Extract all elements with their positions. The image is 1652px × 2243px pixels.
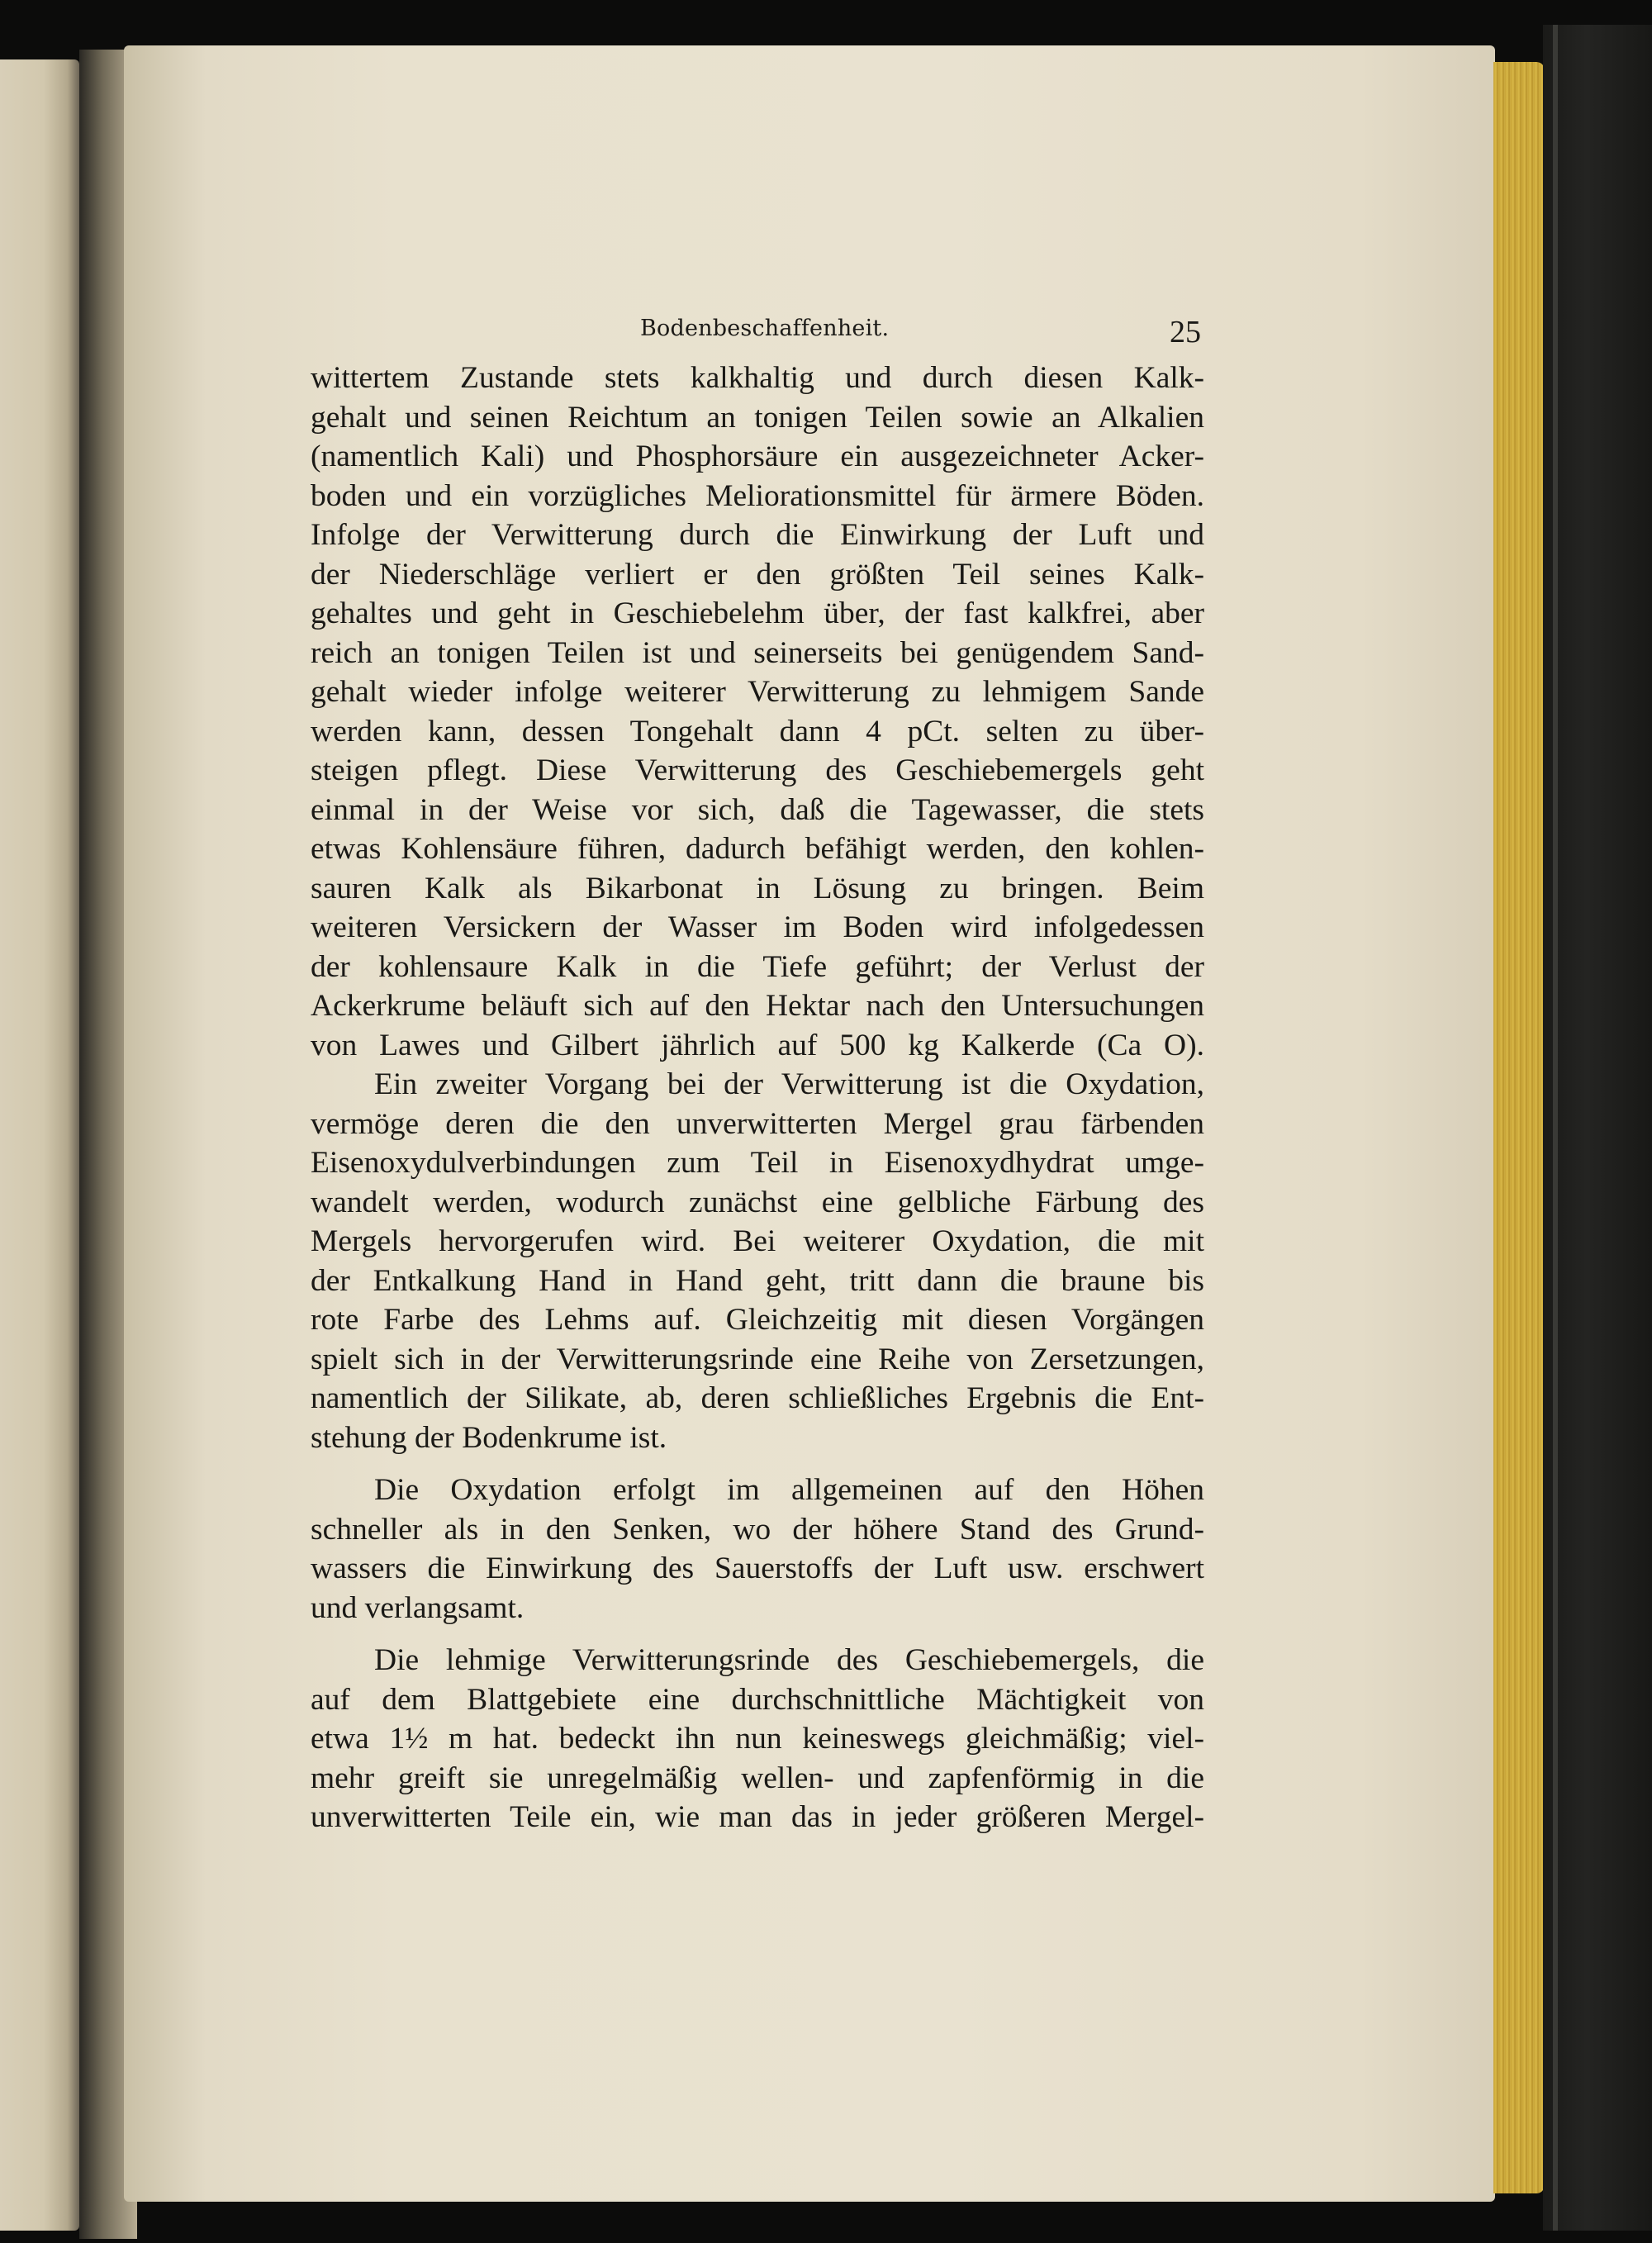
text-line: sauren Kalk als Bikarbonat in Lösung zu bringen. Beim <box>311 871 1204 905</box>
text-line: vermöge deren die den unverwitterten Mergel grau färbenden <box>311 1106 1204 1141</box>
text-line: stehung der Bodenkrume ist. <box>311 1420 667 1455</box>
text-line: wassers die Einwirkung des Sauerstoffs der Luft usw. erschwert <box>311 1552 1204 1585</box>
text-line: gehaltes und geht in Geschiebelehm über, der fast kalkfrei, aber <box>311 596 1204 630</box>
text-line: der kohlensaure Kalk in die Tiefe geführt; der Verlust der <box>311 949 1204 984</box>
body-text <box>311 359 1204 1837</box>
text-line: Die Oxydation erfolgt im allgemeinen auf den Höhen <box>374 1473 1204 1507</box>
text-line: von Lawes und Gilbert jährlich auf 500 kg Kalkerde (Ca O). <box>311 1028 1204 1062</box>
text-line: (namentlich Kali) und Phosphorsäure ein ausgezeichneter Acker- <box>311 440 1204 473</box>
text-line: steigen pflegt. Diese Verwitterung des Geschiebemergels geht <box>311 753 1204 787</box>
text-line: spielt sich in der Verwitterungsrinde eine Reihe von Zersetzungen, <box>311 1342 1204 1376</box>
text-line: Mergels hervorgerufen wird. Bei weiterer Oxydation, die mit <box>311 1224 1204 1258</box>
text-line: etwa 1½ m hat. bedeckt ihn nun keineswegs gleichmäßig; viel- <box>311 1722 1204 1756</box>
text-line: namentlich der Silikate, ab, deren schließliches Ergebnis die Ent- <box>311 1381 1204 1415</box>
text-line: gehalt wieder infolge weiterer Verwitterung zu lehmigem Sande <box>311 675 1204 709</box>
text-line: rote Farbe des Lehms auf. Gleichzeitig mit diesen Vorgängen <box>311 1303 1204 1337</box>
text-line: der Entkalkung Hand in Hand geht, tritt dann die braune bis <box>311 1263 1204 1298</box>
text-line: wittertem Zustande stets kalkhaltig und durch diesen Kalk- <box>311 361 1204 395</box>
text-line: wandelt werden, wodurch zunächst eine gelbliche Färbung des <box>311 1185 1204 1219</box>
text-line: Ackerkrume beläuft sich auf den Hektar nach den Untersuchungen <box>311 989 1204 1023</box>
text-line: etwas Kohlensäure führen, dadurch befähigt werden, den kohlen- <box>311 832 1204 866</box>
page-number: 25 <box>1170 315 1201 349</box>
text-line: und verlangsamt. <box>311 1590 525 1625</box>
text-line: boden und ein vorzügliches Meliorationsmittel für ärmere Böden. <box>311 478 1204 513</box>
text-line: der Niederschläge verliert er den größten Teil seines Kalk- <box>311 557 1204 592</box>
text-line: weiteren Versickern der Wasser im Boden wird infolgedessen <box>311 910 1204 944</box>
text-line: Infolge der Verwitterung durch die Einwirkung der Luft und <box>311 518 1204 552</box>
text-line: werden kann, dessen Tongehalt dann 4 pCt. selten zu über- <box>311 714 1204 748</box>
text-line: Eisenoxydulverbindungen zum Teil in Eisenoxydhydrat umge- <box>311 1146 1204 1180</box>
text-line: gehalt und seinen Reichtum an tonigen Teilen sowie an Alkalien <box>311 400 1204 435</box>
book-cover-edge <box>1553 25 1558 2231</box>
facing-page-edge <box>0 59 79 2231</box>
text-line: unverwitterten Teile ein, wie man das in jeder größeren Mergel- <box>311 1800 1204 1834</box>
running-head: Bodenbeschaffenheit. <box>640 316 890 341</box>
book-cover-board <box>1543 25 1652 2231</box>
page-edges-gilt <box>1493 62 1545 2193</box>
text-line: Die lehmige Verwitterungsrinde des Geschiebemergels, die <box>374 1643 1204 1677</box>
text-line: Ein zweiter Vorgang bei der Verwitterung ist die Oxydation, <box>374 1067 1204 1101</box>
text-line: einmal in der Weise vor sich, daß die Tagewasser, die stets <box>311 792 1204 827</box>
text-line: schneller als in den Senken, wo der höhere Stand des Grund- <box>311 1512 1204 1547</box>
text-line: mehr greift sie unregelmäßig wellen- und zapfenförmig in die <box>311 1761 1204 1795</box>
text-line: reich an tonigen Teilen ist und seinerseits bei genügendem Sand- <box>311 635 1204 670</box>
text-line: auf dem Blattgebiete eine durchschnittliche Mächtigkeit von <box>311 1682 1204 1717</box>
